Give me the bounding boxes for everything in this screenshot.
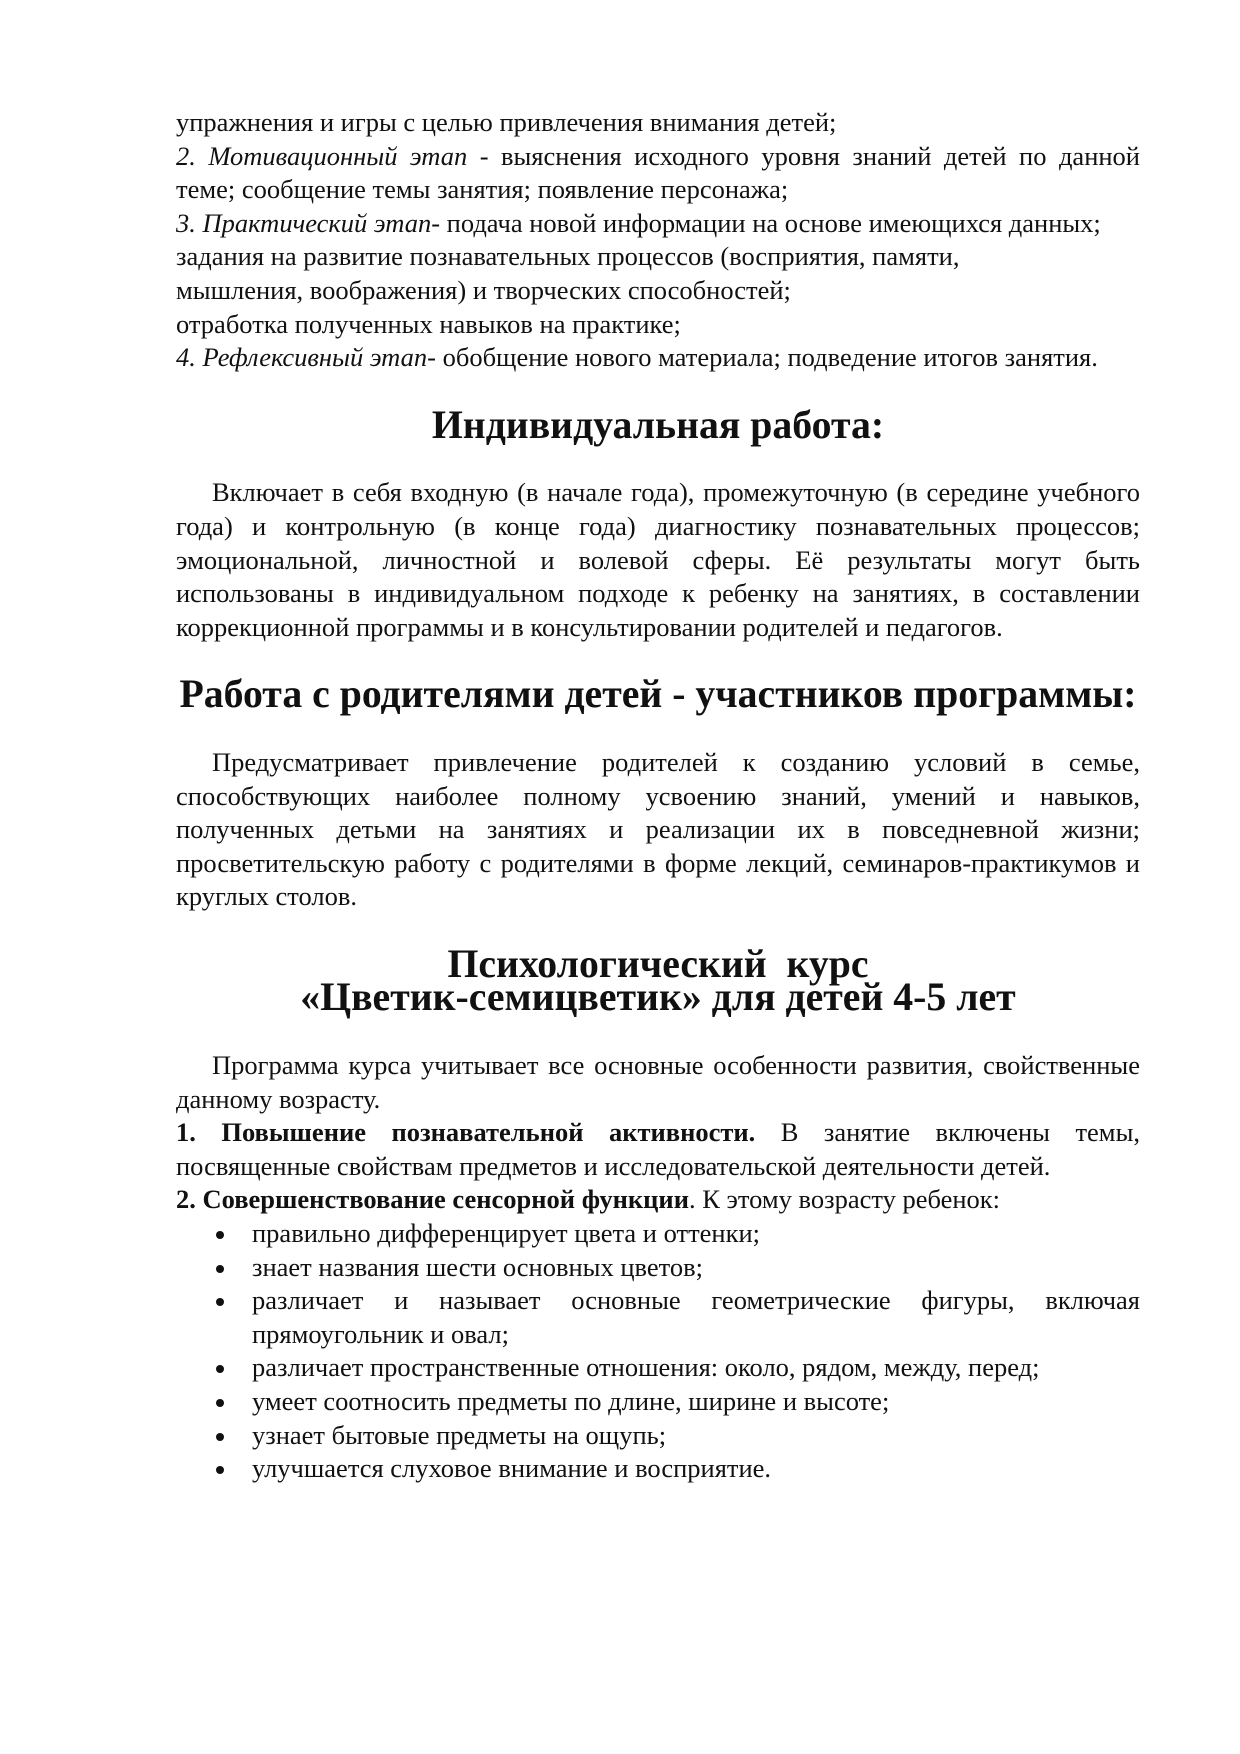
bullet-icon [216, 1399, 224, 1407]
bullet-icon [216, 1466, 224, 1474]
practical-line: отработка полученных навыков на практике; [176, 308, 681, 339]
spacer [176, 1015, 1140, 1049]
spacer [176, 442, 1140, 476]
course-heading-line2: «Цветик-семицветик» для детей 4-5 лет [300, 975, 1016, 1020]
list-item: улучшается слуховое внимание и восприятие. [176, 1452, 1140, 1486]
bullet-icon [216, 1265, 224, 1273]
document-page [176, 106, 1140, 1486]
spacer [176, 712, 1140, 746]
bullet-icon [216, 1365, 224, 1373]
list-item: узнает бытовые предметы на ощупь; [176, 1419, 1140, 1453]
stage-intro-tail: упражнения и игры с целью привлечения внимания детей; [176, 107, 837, 137]
sensory-skills-list [176, 1217, 1140, 1486]
list-item: умеет соотносить предметы по длине, ширине и высоте; [176, 1385, 1140, 1419]
stage-title: 3. Практический этап- [176, 207, 441, 238]
stage-text: обобщение нового материала; подведение итогов занятия. [435, 342, 1098, 373]
parents-work-text: Предусматривает привлечение родителей к созданию условий в семье, способствующих наиболее полному усвоению знаний, умений и навыков, полученных детьми на занятиях и реализации их в повседневной жизни; просветительскую работу с родителями в форме лекций, семинаров-практикумов и круглых столов. [176, 746, 1140, 912]
practical-line: задания на развитие познавательных процессов (восприятия, памяти, [176, 241, 960, 272]
stage-reflexive [176, 341, 1140, 375]
point-text: . К этому возрасту ребенок: [688, 1184, 1001, 1215]
stage-practical [176, 207, 1140, 241]
stage-text: - выяснения исходного уровня знаний детей по данной теме; сообщение темы занятия; появление персонажа; [176, 140, 1140, 205]
list-item: различает и называет основные геометрические фигуры, включая прямоугольник и овал; [176, 1284, 1140, 1351]
point-title: 1. Повышение познавательной активности. [176, 1117, 756, 1148]
course-heading-line1: Психологический курс [447, 941, 869, 986]
stage-motivational [176, 140, 1140, 207]
practical-line: мышления, воображения) и творческих способностей; [176, 274, 791, 305]
individual-work-text: Включает в себя входную (в начале года), промежуточную (в середине учебного года) и контрольную (в конце года) диагностику познавательных процессов; эмоциональной, личностной и волевой сферы. Её результаты могут быть использованы в индивидуальном подходе к ребенку на занятиях, в составлении коррекционной программы и в консультировании родителей и педагогов. [176, 477, 1140, 642]
stage-text: подача новой информации на основе имеющихся данных; [440, 207, 1101, 238]
course-intro: Программа курса учитывает все основные особенности развития, свойственные данному возрасту. [176, 1050, 1140, 1114]
bullet-icon [216, 1433, 224, 1441]
list-item: правильно дифференцирует цвета и оттенки; [176, 1217, 1140, 1251]
point-title: 2. Совершенствование сенсорной функции [176, 1184, 689, 1215]
point-text: В занятие включены темы, посвященные свойствам предметов и исследовательской деятельности детей. [176, 1117, 1140, 1181]
list-item: различает пространственные отношения: около, рядом, между, перед; [176, 1351, 1140, 1385]
bullet-icon [216, 1298, 224, 1306]
stage-title: 2. Мотивационный этап [176, 140, 468, 171]
parents-work-heading: Работа с родителями детей - участников программы: [179, 672, 1137, 717]
course-point-2 [176, 1183, 1140, 1217]
course-point-1 [176, 1116, 1140, 1183]
list-item: знает названия шести основных цветов; [176, 1251, 1140, 1285]
stage-title: 4. Рефлексивный этап- [176, 342, 436, 373]
individual-work-heading: Индивидуальная работа: [431, 402, 885, 447]
bullet-icon [216, 1231, 224, 1239]
